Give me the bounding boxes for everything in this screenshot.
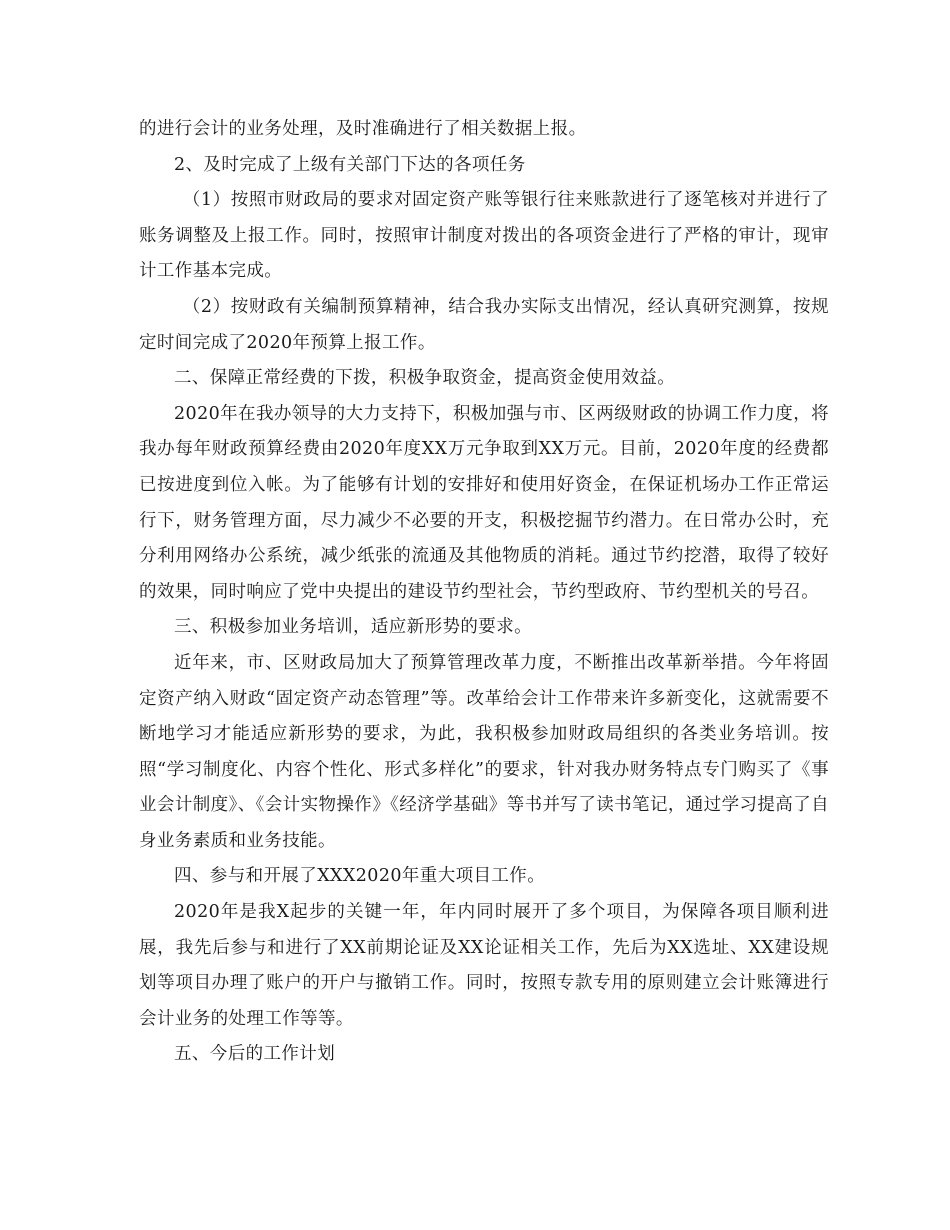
- paragraph-section-2-body: 2020年在我办领导的大力支持下，积极加强与市、区两级财政的协调工作力度，将我办每年财政预算经费由2020年度XX万元争取到XX万元。目前，2020年度的经费都已按进度到位入帐。为了能够有计划的安排好和使用好资金，在保证机场办工作正常运行下，财务管理方面，尽力减少不必要的开支，积极挖掘节约潜力。在日常办公时，充分利用网络办公系统，减少纸张的流通及其他物质的消耗。通过节约挖潜，取得了较好的效果，同时响应了党中央提出的建设节约型社会，节约型政府、节约型机关的号召。: [139, 403, 829, 602]
- section-heading-4: 四、参与和开展了XXX2020年重大项目工作。: [174, 866, 546, 887]
- section-heading-5: 五、今后的工作计划: [174, 1044, 336, 1065]
- paragraph-subitem-1: （1）按照市财政局的要求对固定资产账等银行往来账款进行了逐笔核对并进行了账务调整及上报工作。同时，按照审计制度对拨出的各项资金进行了严格的审计，现审计工作基本完成。: [139, 190, 829, 282]
- paragraph-item-2-heading: 2、及时完成了上级有关部门下达的各项任务: [174, 154, 526, 175]
- paragraph-section-4-body: 2020年是我X起步的关键一年，年内同时展开了多个项目，为保障各项目顺利进展，我先后参与和进行了XX前期论证及XX论证相关工作，先后为XX选址、XX建设规划等项目办理了账户的开户与撤销工作。同时，按照专款专用的原则建立会计账簿进行会计业务的处理工作等等。: [139, 902, 829, 1029]
- paragraph-subitem-2: （2）按财政有关编制预算精神，结合我办实际支出情况，经认真研究测算，按规定时间完成了2020年预算上报工作。: [139, 296, 829, 353]
- document-body: [139, 112, 829, 1073]
- paragraph-continuation: 的进行会计的业务处理，及时准确进行了相关数据上报。: [139, 119, 587, 139]
- section-heading-3: 三、积极参加业务培训，适应新形势的要求。: [174, 617, 532, 638]
- section-heading-2: 二、保障正常经费的下拨，积极争取资金，提高资金使用效益。: [174, 368, 676, 389]
- paragraph-section-3-body: 近年来，市、区财政局加大了预算管理改革力度，不断推出改革新举措。今年将固定资产纳入财政“固定资产动态管理”等。改革给会计工作带来许多新变化，这就需要不断地学习才能适应新形势的要求，为此，我积极参加财政局组织的各类业务培训。按照“学习制度化、内容个性化、形式多样化”的要求，针对我办财务特点专门购买了《事业会计制度》、《会计实物操作》《经济学基础》等书并写了读书笔记，通过学习提高了自身业务素质和业务技能。: [139, 652, 829, 851]
